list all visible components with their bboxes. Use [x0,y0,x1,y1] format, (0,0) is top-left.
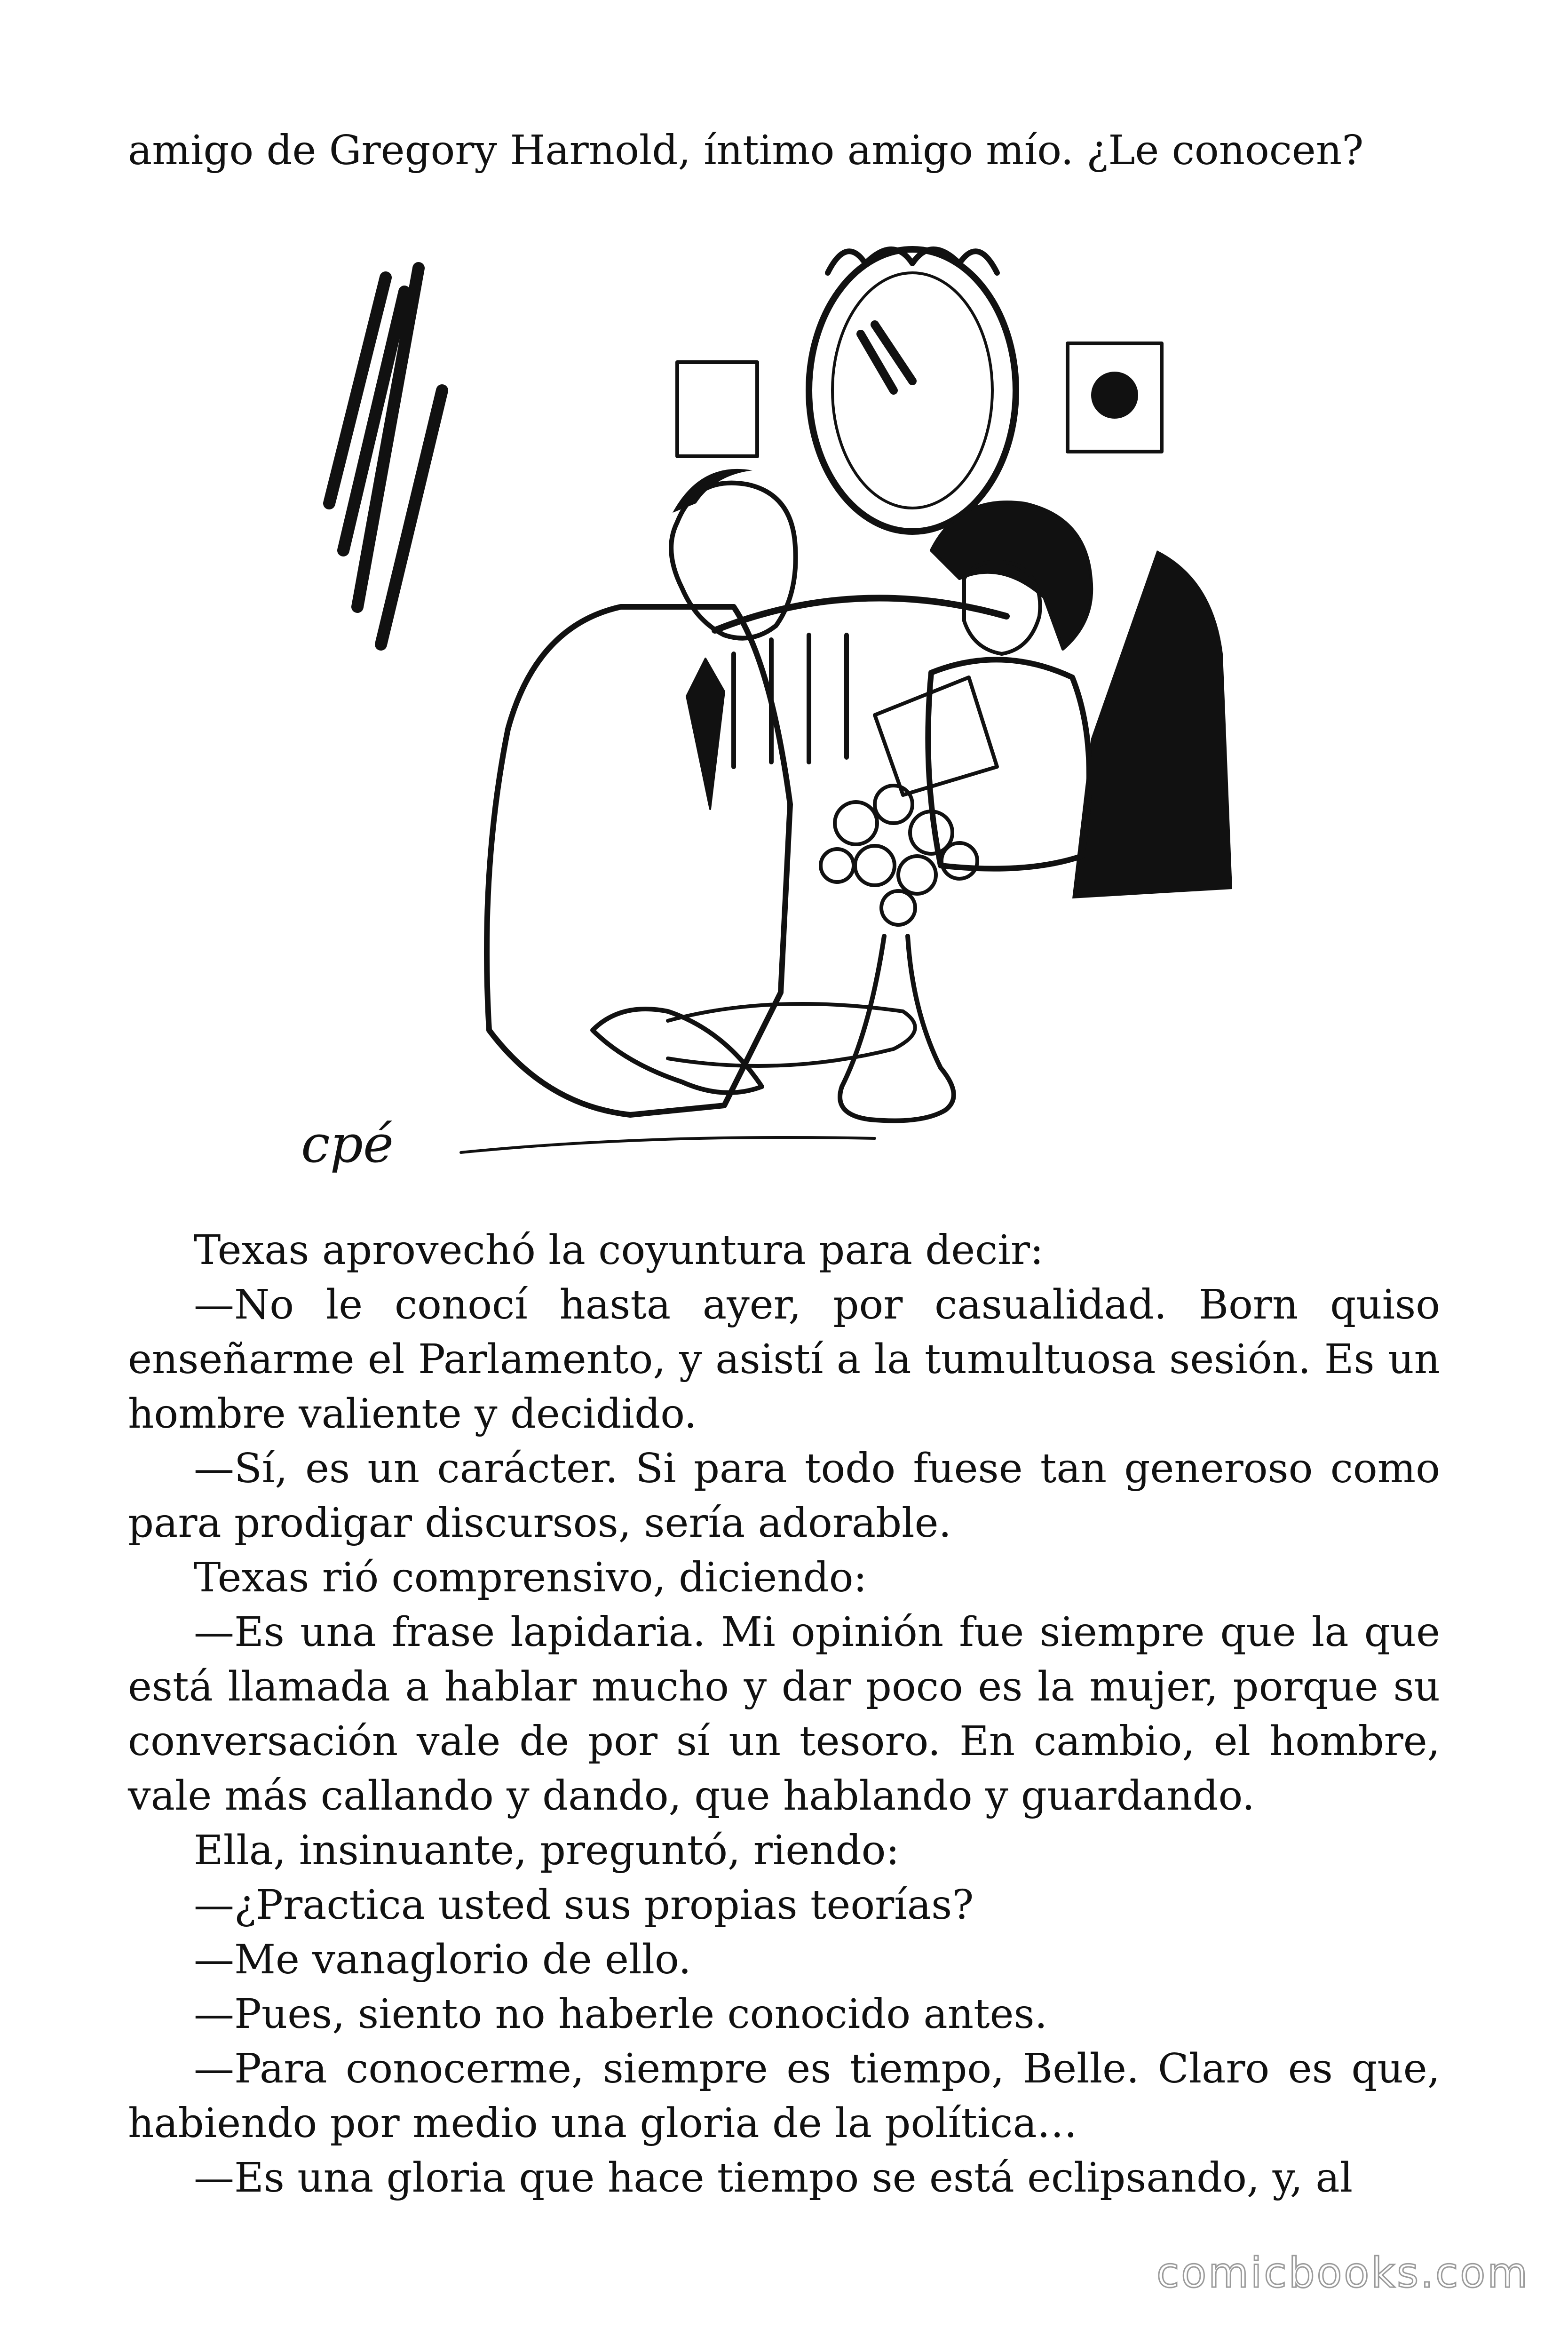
paragraph: —Es una frase lapidaria. Mi opinión fue siempre que la que está llamada a hablar mucho y dar poco es la mujer, porque su conversación vale de por sí un tesoro. En cambio, el hombre, vale más callando y dando, que hablando y guardando. [128,1609,1440,1820]
woman-hair [931,502,1092,649]
flower-vase [840,936,954,1121]
opening-line: amigo de Gregory Harnold, íntimo amigo mío. ¿Le conocen? [128,127,1364,174]
table-plate [668,1004,915,1066]
paragraph: —¿Practica usted sus propias teorías? [194,1882,974,1929]
right-shadow [1072,550,1232,898]
paragraph: —No le conocí hasta ayer, por casualidad. Born quiso enseñarme el Parlamento, y asistí a la tumultuosa sesión. Es un hombre valiente y decidido. [128,1281,1440,1438]
artist-signature: cpé [301,1114,394,1174]
paragraph: —Sí, es un carácter. Si para todo fuese tan generoso como para prodigar discursos, sería adorable. [128,1445,1440,1547]
paragraph: —Pues, siento no haberle conocido antes. [194,1991,1048,2038]
wall-mirror [809,249,1016,532]
site-watermark: comicbooks.com [1156,2249,1529,2297]
man-jacket [487,607,790,1115]
letter [875,677,997,795]
paragraph: —Es una gloria que hace tiempo se está eclipsando, y, al [194,2154,1353,2201]
paragraph: Texas rió comprensivo, diciendo: [194,1554,867,1601]
paragraph: Ella, insinuante, preguntó, riendo: [194,1827,900,1874]
paragraph: —Para conocerme, siempre es tiempo, Belle. Claro es que, habiendo por medio una gloria de la política… [128,2045,1440,2147]
paragraph: Texas aprovechó la coyuntura para decir: [194,1227,1044,1274]
paragraph: —Me vanaglorio de ello. [194,1936,691,1983]
man-tie [687,659,724,809]
wall-shadow [329,268,442,644]
illustration [263,221,1317,1190]
man-head [671,483,796,638]
wall-picture [677,362,757,456]
flower-bouquet [821,786,977,925]
